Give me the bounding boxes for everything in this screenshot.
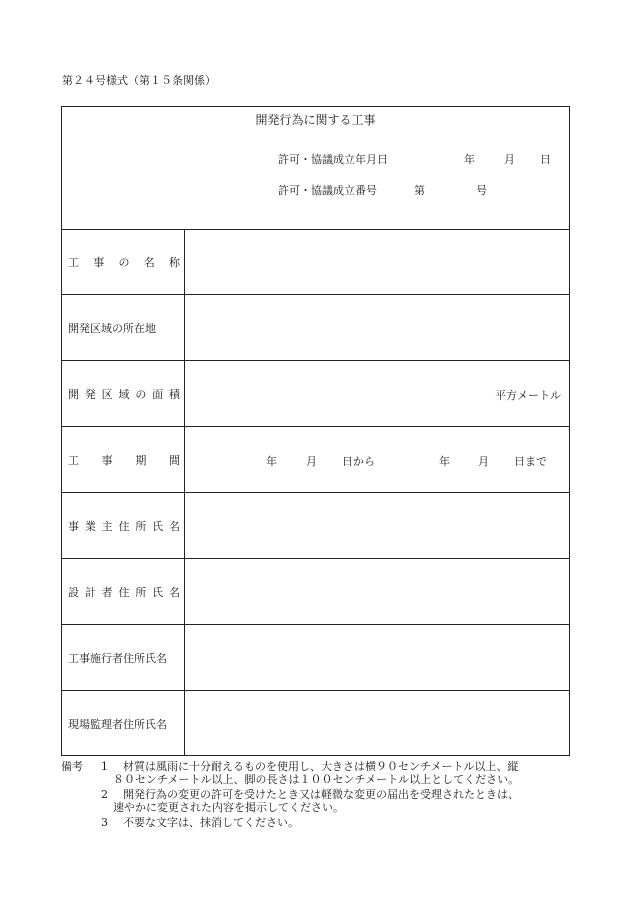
label-contractor: 工事施行者住所氏名 (68, 651, 167, 665)
label-char: の (135, 387, 147, 401)
row-label (62, 427, 185, 492)
label-char: 業 (84, 519, 96, 533)
row-label (62, 295, 185, 360)
designer-value[interactable] (185, 559, 569, 624)
note-2-line-2: 速やかに変更された内容を掲示してください。 (113, 801, 344, 814)
label-period (68, 452, 180, 468)
label-business-owner (68, 518, 180, 534)
area-unit: 平方メートル (495, 389, 561, 402)
row-location (62, 295, 569, 361)
label-char: 域 (118, 387, 130, 401)
label-char: 開 (68, 387, 79, 401)
label-char: 面 (152, 387, 164, 401)
period-start-year: 年 (266, 455, 277, 468)
period-value[interactable] (185, 427, 569, 492)
label-char: 氏 (152, 519, 164, 533)
permit-number-label: 許可・協議成立番号 (278, 184, 377, 197)
label-area (68, 386, 180, 402)
location-value[interactable] (185, 295, 569, 360)
row-label (62, 691, 185, 756)
contractor-value[interactable] (185, 625, 569, 690)
label-char: 工 (68, 255, 79, 269)
period-end-year: 年 (439, 455, 450, 468)
note-1-line-2: ８０センチメートル以上、脚の長さは１００センチメートル以上としてください。 (113, 773, 520, 786)
label-char: 事 (93, 255, 105, 269)
permit-number-go: 号 (476, 184, 487, 197)
label-char: 設 (68, 585, 79, 599)
row-label (62, 559, 185, 624)
area-value[interactable] (185, 361, 569, 426)
row-label (62, 361, 185, 426)
period-start-month: 月 (306, 455, 317, 468)
label-char: 称 (169, 255, 180, 269)
row-label (62, 493, 185, 558)
label-location: 開発区域の所在地 (68, 321, 156, 335)
sign-form-table (61, 106, 570, 756)
period-end-month: 月 (478, 455, 489, 468)
row-label (62, 625, 185, 690)
label-char: 主 (101, 519, 113, 533)
label-char: 住 (118, 585, 130, 599)
row-work-name (62, 229, 569, 295)
label-site-supervisor: 現場監理者住所氏名 (68, 717, 167, 731)
note-2-number: 2 (101, 788, 108, 801)
permit-number-dai: 第 (414, 184, 425, 197)
row-site-supervisor (62, 691, 569, 756)
label-work-name (68, 254, 180, 270)
label-char: 発 (84, 387, 96, 401)
notes-heading: 備考 (61, 760, 83, 773)
row-contractor (62, 625, 569, 691)
label-char: 工 (68, 453, 79, 467)
form-number: 第２４号様式（第１５条関係） (62, 74, 216, 87)
row-period (62, 427, 569, 493)
period-start-day: 日から (342, 455, 375, 468)
label-char: 名 (143, 255, 155, 269)
label-char: 期 (135, 453, 147, 467)
label-char: 氏 (152, 585, 164, 599)
permit-date-label: 許可・協議成立年月日 (278, 153, 388, 166)
business-owner-value[interactable] (185, 493, 569, 558)
label-char: 所 (135, 519, 147, 533)
site-supervisor-value[interactable] (185, 691, 569, 756)
label-char: 間 (168, 453, 180, 467)
work-name-value[interactable] (185, 229, 569, 294)
permit-day-label: 日 (540, 153, 551, 166)
label-char: 住 (118, 519, 130, 533)
label-char: 者 (101, 585, 113, 599)
permit-month-label: 月 (504, 153, 515, 166)
row-area (62, 361, 569, 427)
label-char: 計 (84, 585, 96, 599)
note-3-number: 3 (101, 816, 108, 829)
label-char: 所 (135, 585, 147, 599)
form-title: 開発行為に関する工事 (255, 113, 376, 127)
row-designer (62, 559, 569, 625)
label-char: 積 (168, 387, 180, 401)
note-3-line-1: 不要な文字は、抹消してください。 (123, 816, 299, 829)
label-char: 名 (168, 585, 180, 599)
row-business-owner (62, 493, 569, 559)
note-1-line-1: 材質は風雨に十分耐えるものを使用し、大きさは横９０センチメートル以上、縦 (123, 760, 519, 773)
label-char: 事 (101, 453, 113, 467)
note-1-number: 1 (101, 760, 108, 773)
permit-year-label: 年 (464, 153, 475, 166)
label-char: 名 (168, 519, 180, 533)
header-cell (62, 107, 569, 230)
row-label (62, 229, 185, 294)
label-designer (68, 584, 180, 600)
label-char: 事 (68, 519, 79, 533)
note-2-line-1: 開発行為の変更の許可を受けたとき又は軽微な変更の届出を受理されたときは、 (123, 788, 519, 801)
label-char: 区 (101, 387, 113, 401)
period-end-day: 日まで (514, 455, 547, 468)
label-char: の (118, 255, 130, 269)
